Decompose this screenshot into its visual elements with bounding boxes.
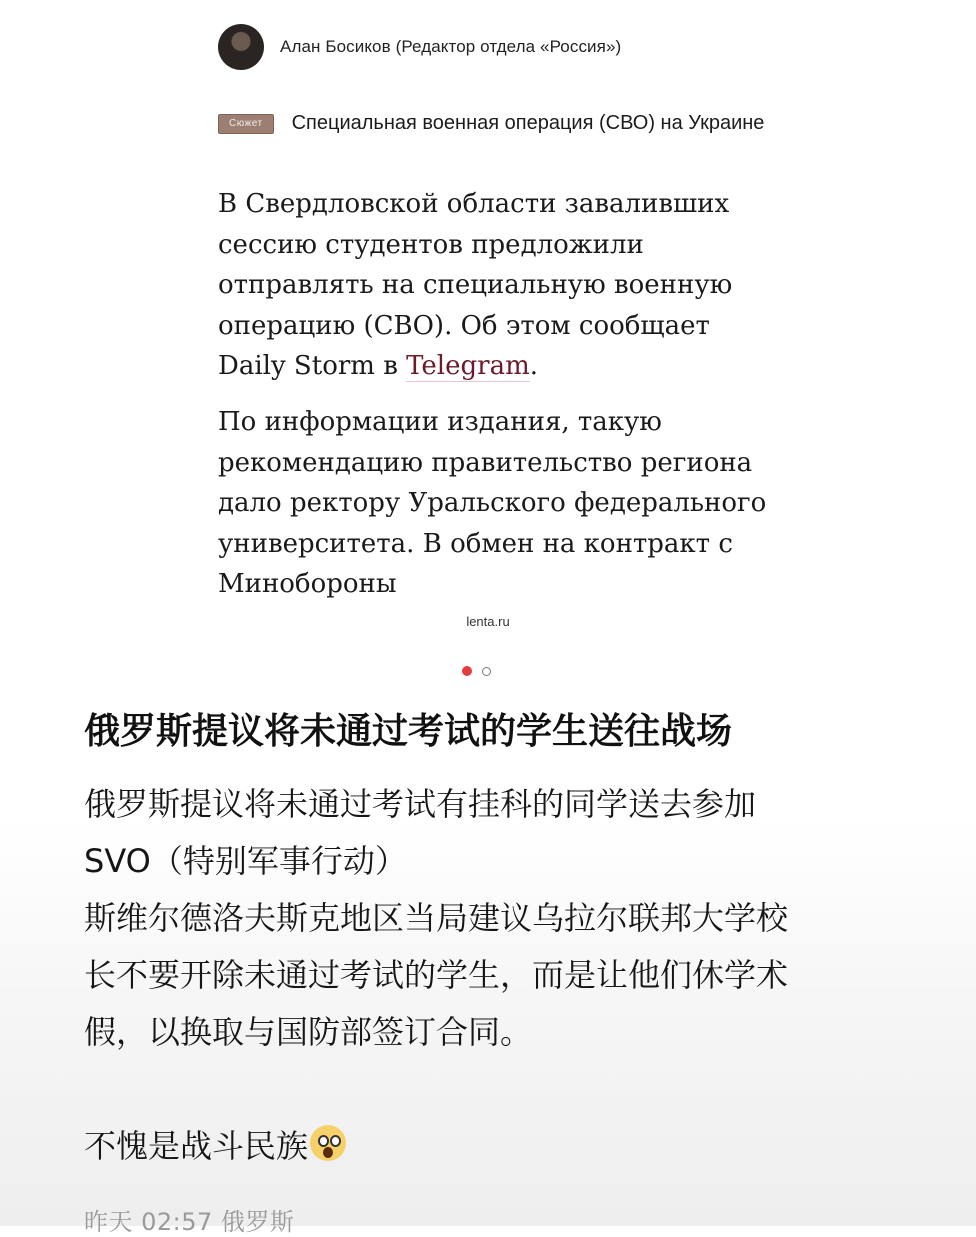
post-title: 俄罗斯提议将未通过考试的学生送往战场 [84,711,733,752]
post-tagline [84,1118,904,1175]
topic-badge: Сюжет [218,114,274,134]
post-body-line: 俄罗斯提议将未通过考试有挂科的同学送去参加 [84,785,757,823]
post-body-line: SVO（特别军事行动） [84,842,407,880]
author-name[interactable]: Алан Босиков (Редактор отдела «Россия») [280,37,622,56]
post-body-line: 假，以换取与国防部签订合同。 [84,1013,533,1051]
telegram-link[interactable]: Telegram [406,351,530,381]
post-meta: 昨天 02:57 俄罗斯 [84,1208,295,1236]
article-paragraph-1 [218,184,778,387]
author-avatar[interactable] [218,24,264,70]
paragraph-1-text: В Свердловской области заваливших сессию студентов предложили отправлять на специальную военную операцию (СВО). Об этом сообщает Daily Storm в [218,189,733,381]
paragraph-1-end: . [529,351,538,381]
topic-title[interactable]: Специальная военная операция (СВО) на Украине [291,112,765,134]
carousel-dot-active[interactable] [462,666,472,676]
post-body [84,776,904,1061]
post-body-line: 长不要开除未通过考试的学生，而是让他们休学术 [84,956,789,994]
author-row[interactable] [218,24,621,70]
carousel-indicator[interactable] [462,666,491,676]
topic-line[interactable] [218,108,778,139]
article-paragraph-2: По информации издания, такую рекомендацию правительство региона дало ректору Уральского федерального университета. В обмен на контракт с Минобороны [218,407,767,599]
source-label: lenta.ru [466,614,510,629]
tagline-text: 不愧是战斗民族 [84,1127,309,1165]
screaming-face-icon [310,1125,346,1161]
carousel-dot-inactive[interactable] [482,667,491,676]
post-body-line: 斯维尔德洛夫斯克地区当局建议乌拉尔联邦大学校 [84,899,789,937]
